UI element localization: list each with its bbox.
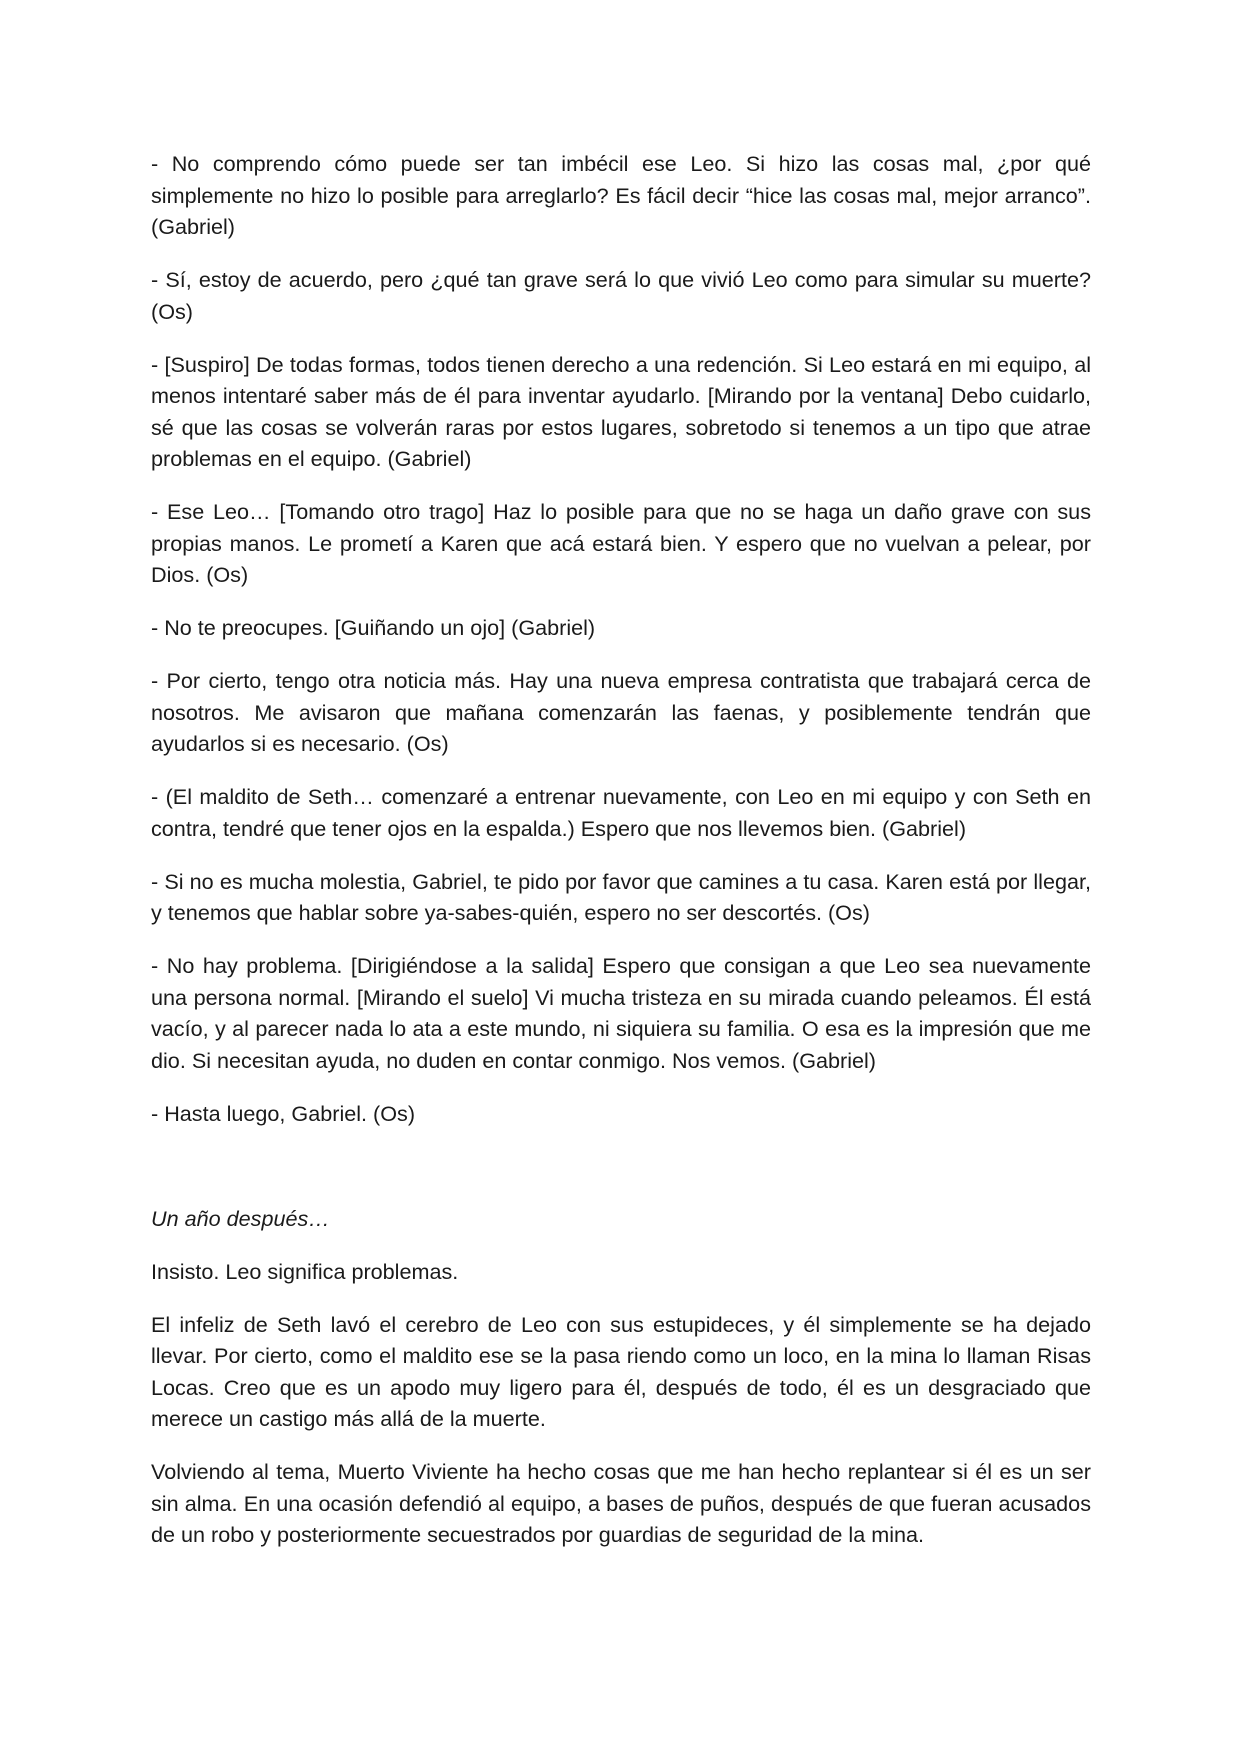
narrative-paragraph-3: Volviendo al tema, Muerto Viviente ha hecho cosas que me han hecho replantear si él es un ser sin alma. En una ocasión defendió al equipo, a bases de puños, después de que fueran acusados de un robo y posteriormente secuestrados por guardias de seguridad de la mina.	[151, 1459, 1091, 1547]
dialogue-line-6: - Por cierto, tengo otra noticia más. Hay una nueva empresa contratista que trabajará cerca de nosotros. Me avisaron que mañana comenzarán las faenas, y posiblemente tendrán que ayudarlos si es necesario. (Os)	[151, 668, 1091, 756]
dialogue-line-3: - [Suspiro] De todas formas, todos tienen derecho a una redención. Si Leo estará en mi equipo, al menos intentaré saber más de él para inventar ayudarlo. [Mirando por la ventana] Debo cuidarlo, sé que las cosas se volverán raras por estos lugares, sobretodo si tenemos a un tipo que atrae problemas en el equipo. (Gabriel)	[151, 351, 1091, 471]
dialogue-line-5: - No te preocupes. [Guiñando un ojo] (Gabriel)	[151, 615, 596, 640]
narrative-paragraph-1: Insisto. Leo significa problemas.	[151, 1258, 459, 1284]
dialogue-line-7: - (El maldito de Seth… comenzaré a entrenar nuevamente, con Leo en mi equipo y con Seth en contra, tendré que tener ojos en la espalda.) Espero que nos llevemos bien. (Gabriel)	[151, 784, 1091, 841]
dialogue-line-1: - No comprendo cómo puede ser tan imbécil ese Leo. Si hizo las cosas mal, ¿por qué simplemente no hizo lo posible para arreglarlo? Es fácil decir “hice las cosas mal, mejor arranco”. (Gabriel)	[151, 151, 1091, 239]
dialogue-line-10: - Hasta luego, Gabriel. (Os)	[151, 1100, 416, 1126]
dialogue-line-9: - No hay problema. [Dirigiéndose a la salida] Espero que consigan a que Leo sea nuevamente una persona normal. [Mirando el suelo] Vi mucha tristeza en su mirada cuando peleamos. Él está vacío, y al parecer nada lo ata a este mundo, ni siquiera su familia. O esa es la impresión que me dio. Si necesitan ayuda, no duden en contar conmigo. Nos vemos. (Gabriel)	[151, 953, 1091, 1073]
section-heading: Un año después…	[151, 1205, 330, 1231]
narrative-paragraph-2: El infeliz de Seth lavó el cerebro de Leo con sus estupideces, y él simplemente se ha dejado llevar. Por cierto, como el maldito ese se la pasa riendo como un loco, en la mina lo llaman Risas Locas. Creo que es un apodo muy ligero para él, después de todo, él es un desgraciado que merece un castigo más allá de la muerte.	[151, 1311, 1091, 1431]
section-spacer	[151, 1151, 1091, 1203]
dialogue-line-4: - Ese Leo… [Tomando otro trago] Haz lo posible para que no se haga un daño grave con sus propias manos. Le prometí a Karen que acá estará bien. Y espero que no vuelvan a pelear, por Dios. (Os)	[151, 499, 1091, 587]
dialogue-line-2: - Sí, estoy de acuerdo, pero ¿qué tan grave será lo que vivió Leo como para simular su muerte? (Os)	[151, 267, 1091, 324]
document-body	[151, 148, 1091, 1572]
dialogue-line-8: - Si no es mucha molestia, Gabriel, te pido por favor que camines a tu casa. Karen está por llegar, y tenemos que hablar sobre ya-sabes-quién, espero no ser descortés. (Os)	[151, 868, 1091, 925]
